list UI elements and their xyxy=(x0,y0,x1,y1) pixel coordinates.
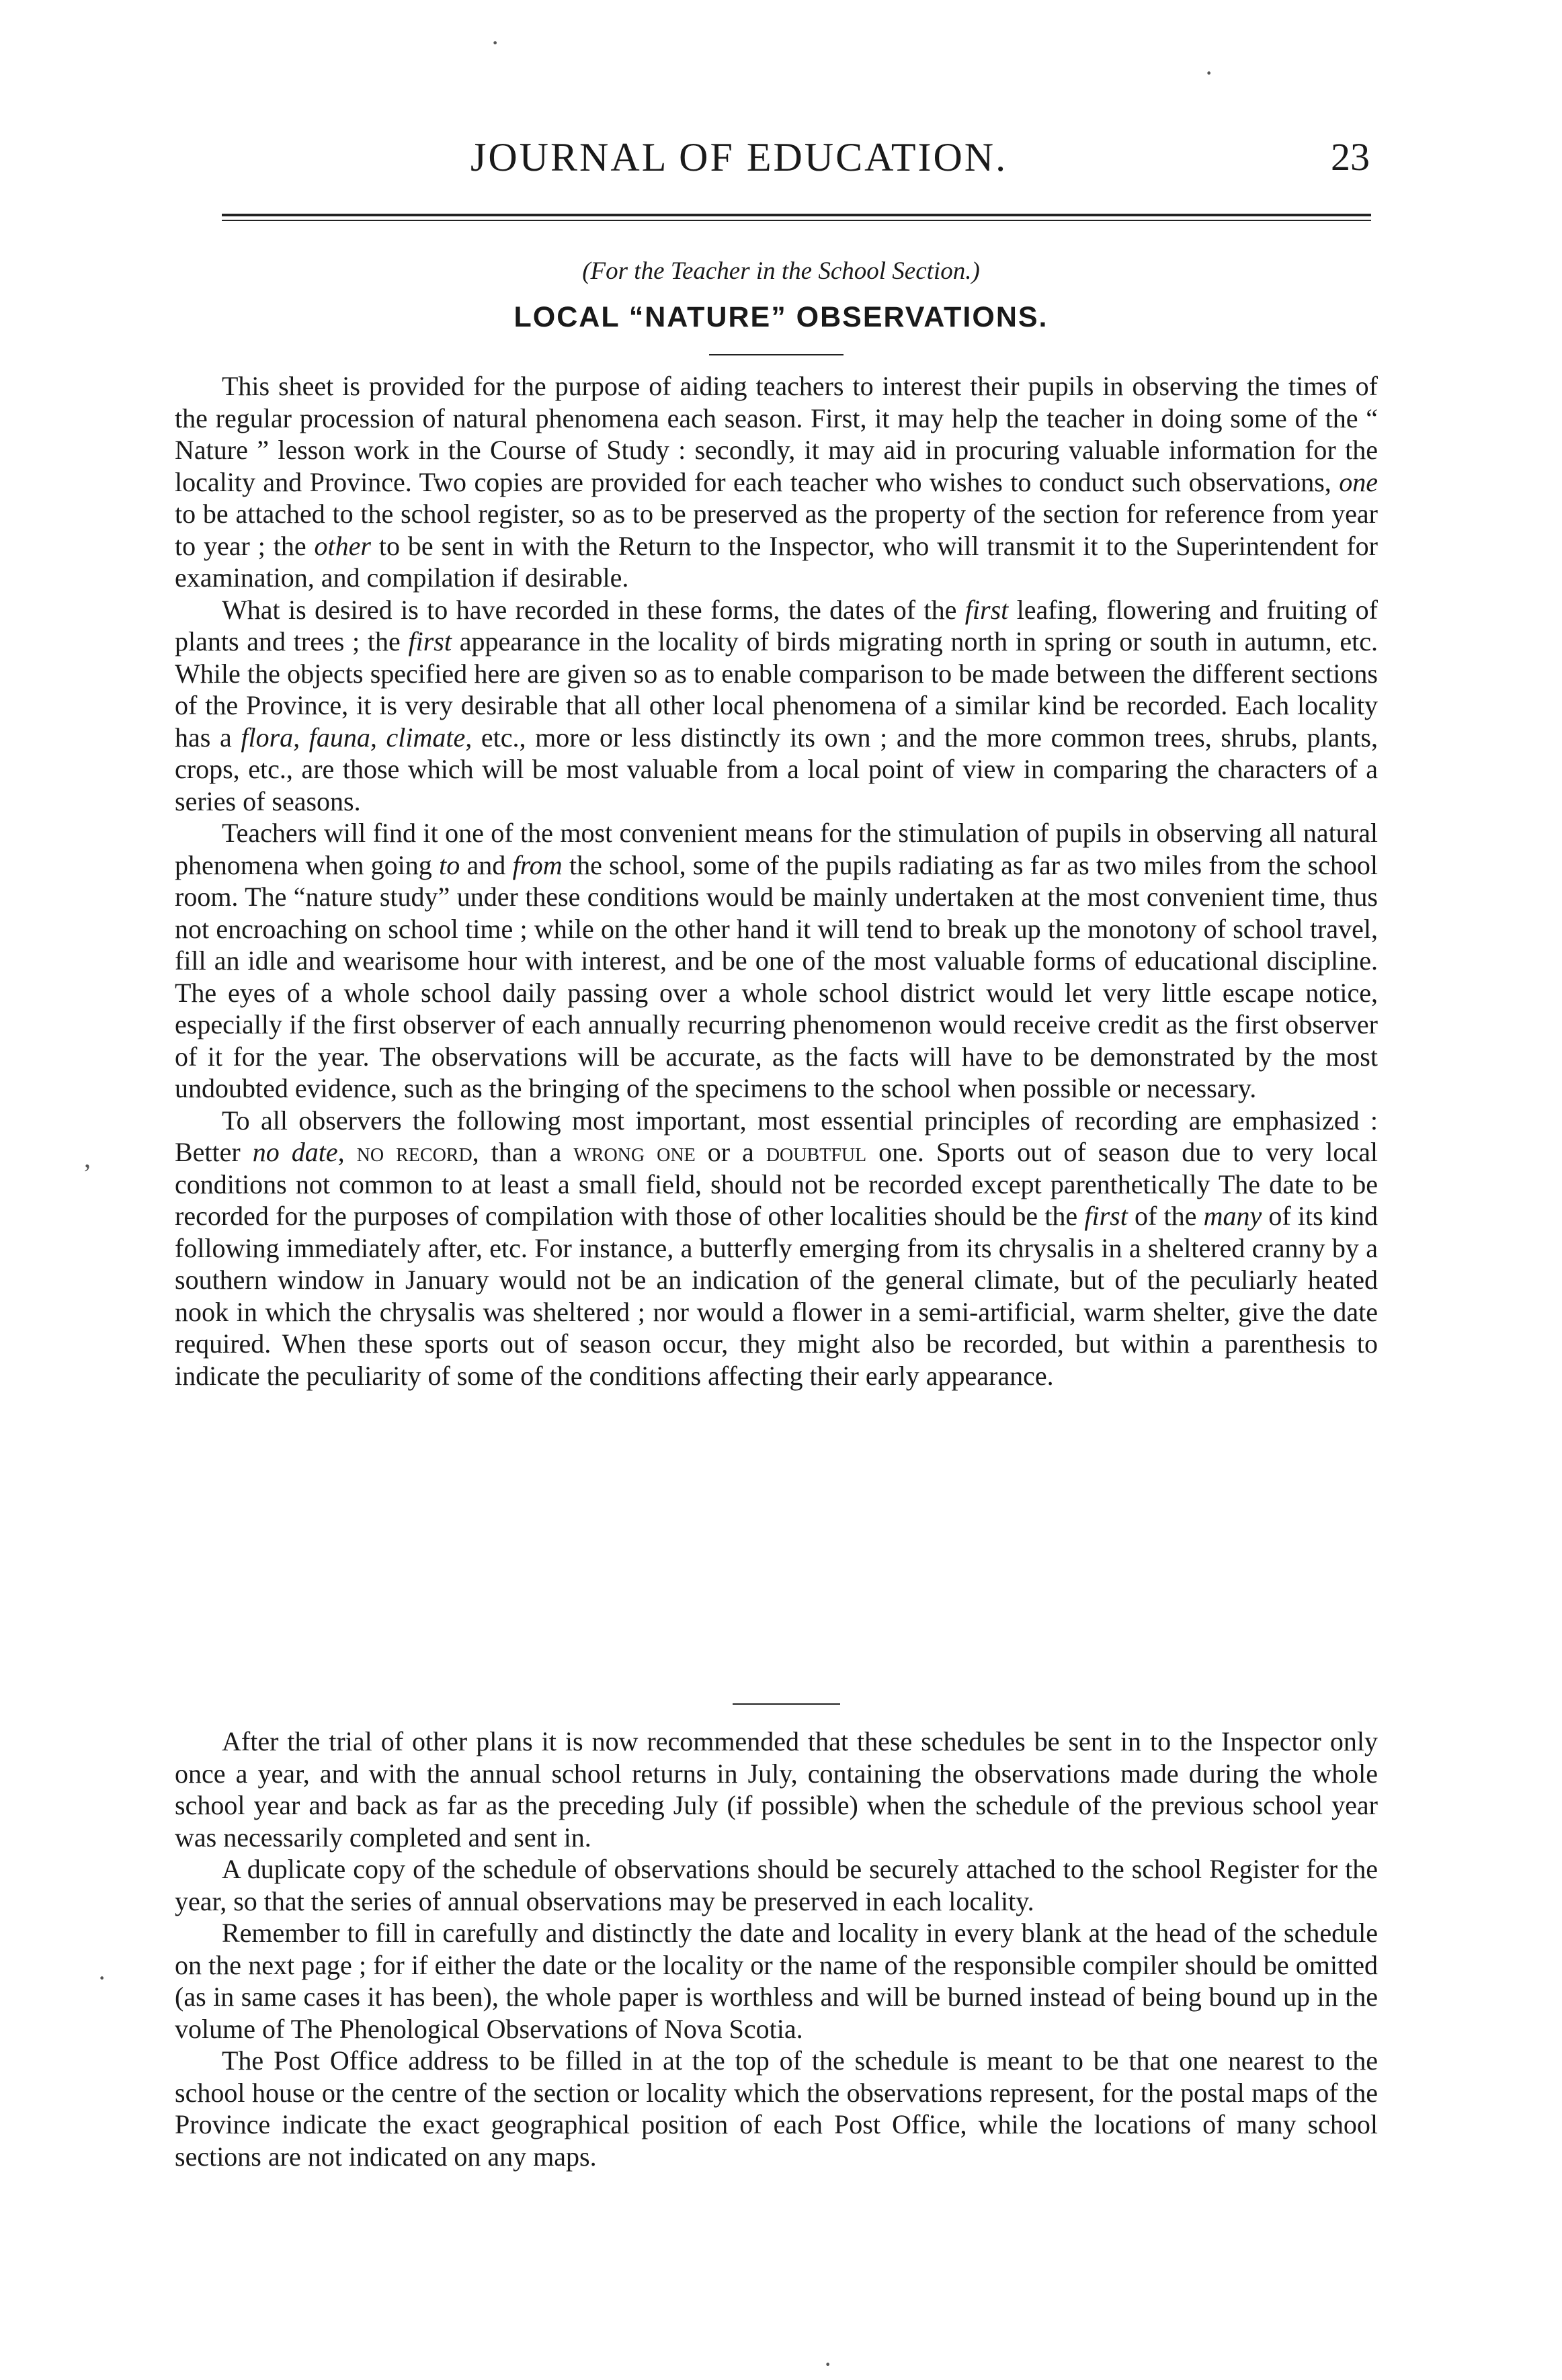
header-rule xyxy=(222,214,1371,216)
article-subheader: (For the Teacher in the School Section.) xyxy=(582,257,980,285)
paragraph-post-office: The Post Office address to be filled in at the top of the schedule is meant to be that one nearest to the school house or the centre of the section or locality which the observations represent, for the postal maps of the Province indicate the exact geographical position of each Post Office, while the locations of many school sections are not indicated on any maps. xyxy=(175,2045,1378,2172)
margin-mark: · xyxy=(97,1963,107,1993)
article-section-2 xyxy=(175,1726,1378,2172)
paragraph-principles: To all observers the following most important, most essential principles of recording are emphasized : Better no date, no record, than a wrong one or a doubtful one. Sports out of season due to very local conditions not common to at least a small field, should not be recorded except parenthetically The date to be recorded for the purposes of compilation with those of other localities should be the first of the many of its kind following immediately after, etc. For instance, a butterfly emerging from its chrysalis in a sheltered cranny by a southern window in January would not be an indication of the general climate, but of the peculiarly heated nook in which the chrysalis was sheltered ; nor would a flower in a semi-artificial, warm shelter, give the date required. When these sports out of season occur, they might also be recorded, but within a parenthesis to indicate the peculiarity of some of the conditions affecting their early appearance. xyxy=(175,1105,1379,1391)
header-rule-thin xyxy=(222,220,1371,221)
paragraph-schedules: After the trial of other plans it is now recommended that these schedules be sent in to the Inspector only once a year, and with the annual school returns in July, containing the observations made during the whole school year and back as far as the preceding July (if possible) when the schedule of the previous school year was necessarily completed and sent in. xyxy=(175,1726,1378,1853)
paragraph-remember: Remember to fill in carefully and distinctly the date and locality in every blank at the head of the schedule on the next page ; for if either the date or the locality or the name of the responsible compiler should be omitted (as in same cases it has been), the whole paper is worthless and will be burned instead of being bound up in the volume of The Phenological Observations of Nova Scotia. xyxy=(175,1918,1378,2044)
article-title: LOCAL “NATURE” OBSERVATIONS. xyxy=(513,301,1049,333)
margin-mark: , xyxy=(84,1143,91,1173)
print-speck: · xyxy=(823,2349,833,2379)
article-section-1 xyxy=(175,370,1378,1392)
title-divider xyxy=(709,354,844,355)
paragraph-teachers: Teachers will find it one of the most convenient means for the stimulation of pupils in observing all natural phenomena when going to and from the school, some of the pupils radiating as far as two miles from the school room. The “nature study” under these conditions would be mainly undertaken at the most convenient time, thus not encroaching on school time ; while on the other hand it will tend to break up the monotony of school travel, fill an idle and wearisome hour with interest, and be one of the most valuable forms of educational discipline. The eyes of a whole school daily passing over a whole school district would let very little escape notice, especially if the first observer of each annually recurring phenomenon would receive credit as the first observer of it for the year. The observations will be accurate, as the facts will have to be demonstrated by the most undoubted evidence, such as the bringing of the specimens to the school when possible or necessary. xyxy=(175,818,1378,1103)
paragraph-purpose: This sheet is provided for the purpose of aiding teachers to interest their pupils in observing the times of the regular procession of natural phenomena each season. First, it may help the teacher in doing some of the “ Nature ” lesson work in the Course of Study : secondly, it may aid in procuring valuable information for the locality and Province. Two copies are provided for each teacher who wishes to conduct such observations, one to be attached to the school register, so as to be preserved as the property of the section for reference from year to year ; the other to be sent in with the Return to the Inspector, who will transmit it to the Superintendent for examination, and compilation if desirable. xyxy=(175,371,1378,593)
paragraph-duplicate: A duplicate copy of the schedule of observations should be securely attached to the school Register for the year, so that the series of annual observations may be preserved in each locality. xyxy=(175,1854,1378,1916)
running-header-title: JOURNAL OF EDUCATION. xyxy=(470,135,1008,179)
paragraph-recording: What is desired is to have recorded in these forms, the dates of the first leafing, flowering and fruiting of plants and trees ; the first appearance in the locality of birds migrating north in spring or south in autumn, etc. While the objects specified here are given so as to enable comparison to be made between the different sections of the Province, it is very desirable that all other local phenomena of a similar kind be recorded. Each locality has a flora, fauna, climate, etc., more or less distinctly its own ; and the more common trees, shrubs, plants, crops, etc., are those which will be most valuable from a local point of view in comparing the characters of a series of seasons. xyxy=(175,594,1378,816)
print-speck: · xyxy=(1204,58,1214,88)
print-speck: · xyxy=(491,28,500,58)
section-divider xyxy=(733,1703,840,1705)
page-number: 23 xyxy=(1331,135,1370,179)
